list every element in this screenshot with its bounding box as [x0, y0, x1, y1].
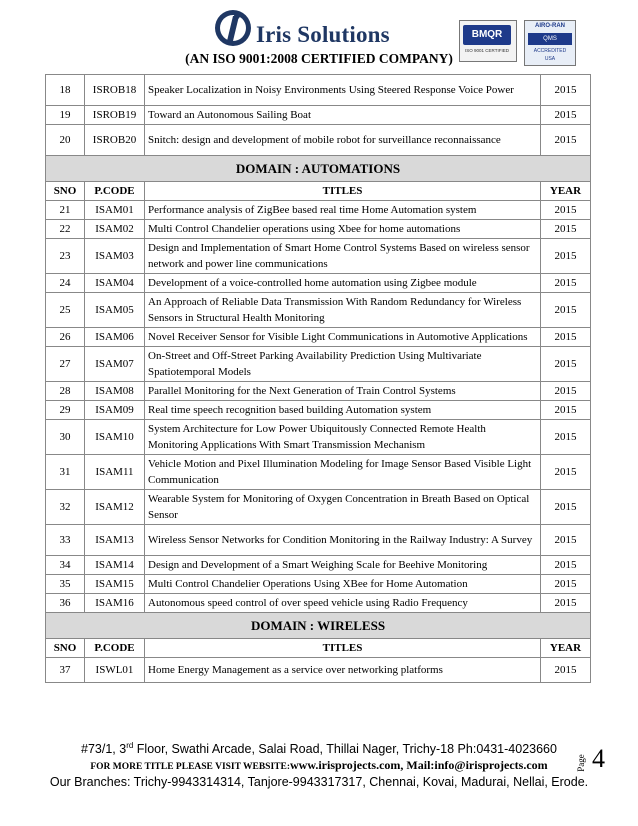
sno-cell: 29 [46, 401, 85, 420]
title-cell: Multi Control Chandelier operations using Xbee for home automations [145, 220, 541, 239]
year-cell: 2015 [541, 401, 591, 420]
table-row [46, 658, 591, 683]
table-row [46, 106, 591, 125]
year-cell: 2015 [541, 293, 591, 328]
mail-link[interactable]: , Mail:info@irisprojects.com [400, 758, 548, 772]
title-cell: On-Street and Off-Street Parking Availability Prediction Using Multivariate Spatiotemporal Models [145, 347, 541, 382]
column-header-code: P.CODE [85, 639, 145, 658]
column-header-code: P.CODE [85, 182, 145, 201]
year-cell: 2015 [541, 556, 591, 575]
code-cell: ISAM12 [85, 490, 145, 525]
iso-certification: (AN ISO 9001:2008 CERTIFIED COMPANY) [185, 51, 453, 66]
website-link[interactable]: www.irisprojects.com [290, 758, 401, 772]
title-cell: Vehicle Motion and Pixel Illumination Modeling for Image Sensor Based Visible Light Communication [145, 455, 541, 490]
table-row [46, 575, 591, 594]
sno-cell: 35 [46, 575, 85, 594]
address-sup: rd [126, 741, 134, 750]
table-row [46, 220, 591, 239]
column-header-row [46, 182, 591, 201]
code-cell: ISAM10 [85, 420, 145, 455]
title-cell: Wireless Sensor Networks for Condition Monitoring in the Railway Industry: A Survey [145, 525, 541, 556]
domain-title: DOMAIN : AUTOMATIONS [46, 156, 591, 182]
column-header-row [46, 639, 591, 658]
footer-address [0, 741, 638, 756]
table-row [46, 293, 591, 328]
code-cell: ISAM08 [85, 382, 145, 401]
title-cell: Speaker Localization in Noisy Environments Using Steered Response Voice Power [145, 75, 541, 106]
footer-branches: Our Branches: Trichy-9943314314, Tanjore-9943317317, Chennai, Kovai, Madurai, Nellai, Erode. [49, 775, 589, 789]
code-cell: ISAM16 [85, 594, 145, 613]
address-rest: Floor, Swathi Arcade, Salai Road, Thillai Nager, Trichy-18 Ph:0431-4023660 [133, 742, 557, 757]
year-cell: 2015 [541, 125, 591, 156]
sno-cell: 34 [46, 556, 85, 575]
title-cell: Real time speech recognition based building Automation system [145, 401, 541, 420]
year-cell: 2015 [541, 382, 591, 401]
visit-label: FOR MORE TITLE PLEASE VISIT WEBSITE: [90, 762, 290, 772]
projects-table [45, 74, 591, 683]
sno-cell: 27 [46, 347, 85, 382]
year-cell: 2015 [541, 106, 591, 125]
code-cell: ISAM14 [85, 556, 145, 575]
title-cell: Autonomous speed control of over speed vehicle using Radio Frequency [145, 594, 541, 613]
accreditation-line3: ACCREDITED [533, 48, 567, 54]
domain-header-wireless [46, 613, 591, 639]
table-row [46, 328, 591, 347]
title-cell: Wearable System for Monitoring of Oxygen Concentration in Breath Based on Optical Sensor [145, 490, 541, 525]
code-cell: ISAM02 [85, 220, 145, 239]
code-cell: ISAM13 [85, 525, 145, 556]
table-row [46, 490, 591, 525]
year-cell: 2015 [541, 347, 591, 382]
sno-cell: 25 [46, 293, 85, 328]
bmqr-sub: ISO 9001 CERTIFIED [465, 48, 509, 53]
sno-cell: 20 [46, 125, 85, 156]
sno-cell: 32 [46, 490, 85, 525]
year-cell: 2015 [541, 455, 591, 490]
address-prefix: #73/1, 3 [81, 742, 127, 757]
year-cell: 2015 [541, 525, 591, 556]
table-row [46, 525, 591, 556]
code-cell: ISAM07 [85, 347, 145, 382]
year-cell: 2015 [541, 420, 591, 455]
code-cell: ISWL01 [85, 658, 145, 683]
page-number [575, 744, 622, 784]
sno-cell: 36 [46, 594, 85, 613]
table-row [46, 201, 591, 220]
year-cell: 2015 [541, 575, 591, 594]
sno-cell: 18 [46, 75, 85, 106]
table-row [46, 125, 591, 156]
sno-cell: 37 [46, 658, 85, 683]
table-row [46, 382, 591, 401]
year-cell: 2015 [541, 658, 591, 683]
sno-cell: 19 [46, 106, 85, 125]
year-cell: 2015 [541, 220, 591, 239]
accreditation-badge [524, 20, 576, 66]
footer-website [0, 758, 638, 773]
title-cell: Novel Receiver Sensor for Visible Light Communications in Automotive Applications [145, 328, 541, 347]
sno-cell: 21 [46, 201, 85, 220]
title-cell: Home Energy Management as a service over networking platforms [145, 658, 541, 683]
bmqr-mark: BMQR [463, 25, 511, 45]
code-cell: ISAM05 [85, 293, 145, 328]
column-header-year: YEAR [541, 639, 591, 658]
code-cell: ISROB19 [85, 106, 145, 125]
title-cell: Performance analysis of ZigBee based real time Home Automation system [145, 201, 541, 220]
page-number-value: 4 [592, 744, 605, 773]
page-header [0, 0, 638, 76]
table-row [46, 75, 591, 106]
table-row [46, 274, 591, 293]
accreditation-line1: AIRO-RAN [535, 23, 565, 29]
year-cell: 2015 [541, 239, 591, 274]
code-cell: ISAM03 [85, 239, 145, 274]
code-cell: ISROB18 [85, 75, 145, 106]
table-row [46, 594, 591, 613]
accreditation-line4: USA [544, 56, 556, 62]
title-cell: System Architecture for Low Power Ubiquitously Connected Remote Health Monitoring Applications With Smart Transmission Mechanism [145, 420, 541, 455]
table-row [46, 420, 591, 455]
sno-cell: 26 [46, 328, 85, 347]
title-cell: Multi Control Chandelier Operations Using XBee for Home Automation [145, 575, 541, 594]
sno-cell: 22 [46, 220, 85, 239]
column-header-sno: SNO [46, 639, 85, 658]
bmqr-certificate-badge [459, 20, 517, 62]
code-cell: ISAM09 [85, 401, 145, 420]
code-cell: ISAM11 [85, 455, 145, 490]
sno-cell: 31 [46, 455, 85, 490]
accreditation-line2: QMS [528, 33, 572, 45]
title-cell: An Approach of Reliable Data Transmission With Random Redundancy for Wireless Sensors in Structural Health Monitoring [145, 293, 541, 328]
iris-logo-icon [213, 8, 253, 48]
sno-cell: 24 [46, 274, 85, 293]
year-cell: 2015 [541, 328, 591, 347]
code-cell: ISAM15 [85, 575, 145, 594]
column-header-titles: TITLES [145, 639, 541, 658]
table-row [46, 455, 591, 490]
sno-cell: 28 [46, 382, 85, 401]
code-cell: ISROB20 [85, 125, 145, 156]
year-cell: 2015 [541, 594, 591, 613]
code-cell: ISAM04 [85, 274, 145, 293]
table-row [46, 556, 591, 575]
title-cell: Snitch: design and development of mobile robot for surveillance reconnaissance [145, 125, 541, 156]
sno-cell: 23 [46, 239, 85, 274]
title-cell: Parallel Monitoring for the Next Generation of Train Control Systems [145, 382, 541, 401]
title-cell: Design and Implementation of Smart Home Control Systems Based on wireless sensor network and power line communications [145, 239, 541, 274]
column-header-titles: TITLES [145, 182, 541, 201]
year-cell: 2015 [541, 274, 591, 293]
year-cell: 2015 [541, 201, 591, 220]
year-cell: 2015 [541, 490, 591, 525]
title-cell: Development of a voice-controlled home automation using Zigbee module [145, 274, 541, 293]
column-header-year: YEAR [541, 182, 591, 201]
table-row [46, 401, 591, 420]
title-cell: Toward an Autonomous Sailing Boat [145, 106, 541, 125]
sno-cell: 30 [46, 420, 85, 455]
domain-header-automations [46, 156, 591, 182]
code-cell: ISAM01 [85, 201, 145, 220]
brand-name: Iris Solutions [256, 22, 390, 47]
table-row [46, 347, 591, 382]
page-label: Page [575, 754, 586, 772]
domain-title: DOMAIN : WIRELESS [46, 613, 591, 639]
title-cell: Design and Development of a Smart Weighing Scale for Beehive Monitoring [145, 556, 541, 575]
column-header-sno: SNO [46, 182, 85, 201]
year-cell: 2015 [541, 75, 591, 106]
table-row [46, 239, 591, 274]
code-cell: ISAM06 [85, 328, 145, 347]
sno-cell: 33 [46, 525, 85, 556]
